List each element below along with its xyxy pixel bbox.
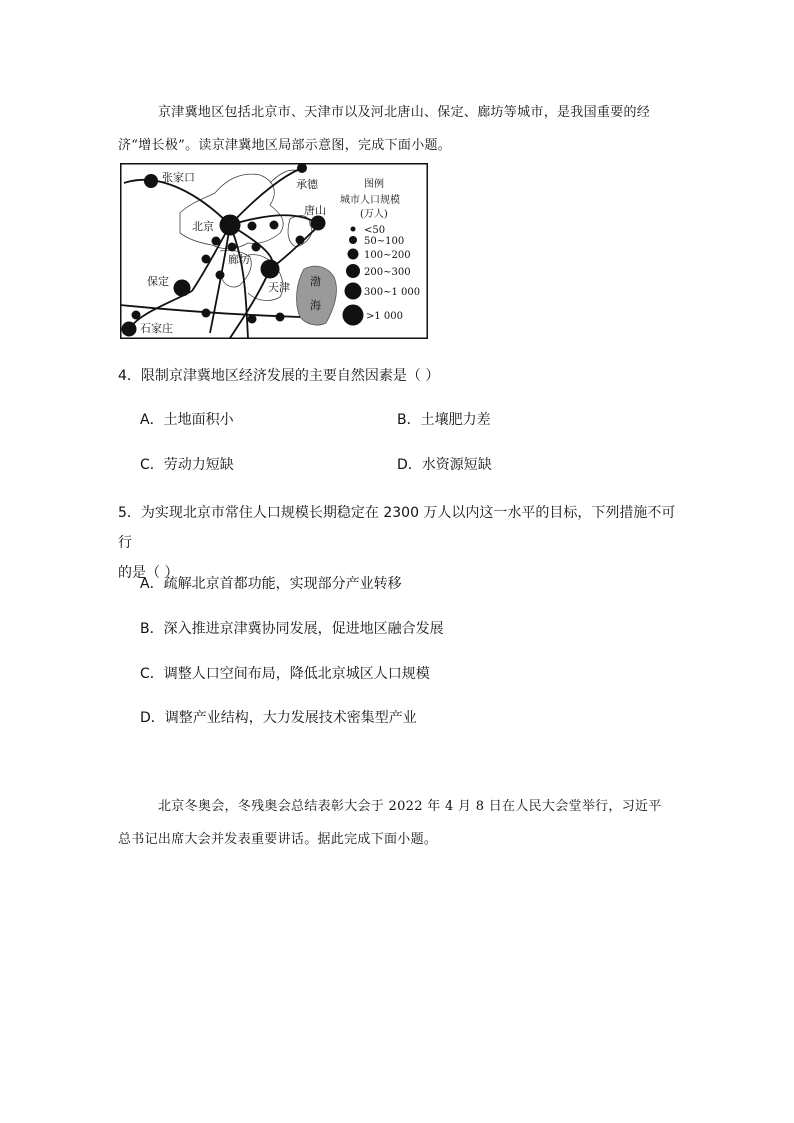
q4-option-a[interactable]: A．土地面积小 — [140, 412, 234, 428]
city-dot-small-3 — [296, 236, 305, 245]
q4-option-d[interactable]: D．水资源短缺 — [397, 457, 492, 473]
q5-option-c[interactable]: C．调整人口空间布局，降低北京城区人口规模 — [140, 666, 430, 682]
intro-paragraph-1 — [118, 96, 678, 162]
legend-symbol-1 — [351, 227, 356, 232]
q5-stem-line-1: 5．为实现北京市常住人口规模长期稳定在 2300 万人以内这一水平的目标，下列措施不可行 — [118, 505, 676, 551]
city-dot-small-8 — [216, 271, 225, 280]
label-sea-1: 渤 — [310, 275, 321, 288]
label-sea-2: 海 — [310, 299, 321, 312]
intro-1-line-1: 京津冀地区包括北京市、天津市以及河北唐山、保定、廊坊等城市，是我国重要的经 — [158, 105, 651, 120]
city-dot-baoding — [174, 280, 191, 297]
city-dot-small-5 — [228, 243, 237, 252]
label-shijiazhuang: 石家庄 — [140, 322, 173, 335]
city-dot-small-6 — [252, 243, 261, 252]
city-dot-small-4 — [212, 237, 221, 246]
intro-1-line-2: 济“增长极”。读京津冀地区局部示意图，完成下面小题。 — [118, 138, 452, 153]
legend-subtitle: 城市人口规模 — [340, 195, 400, 206]
legend-symbol-3 — [348, 249, 359, 260]
city-dot-tianjin — [261, 260, 280, 279]
label-beijing: 北京 — [192, 220, 214, 233]
intro-paragraph-2 — [118, 790, 678, 856]
city-dot-zhangjiakou — [144, 174, 158, 188]
city-dot-small-1 — [248, 222, 257, 231]
legend-symbol-4 — [346, 264, 360, 278]
question-4-stem: 4．限制京津冀地区经济发展的主要自然因素是（ ） — [118, 368, 440, 384]
intro-2-line-1: 北京冬奥会，冬残奥会总结表彰大会于 2022 年 4 月 8 日在人民大会堂举行，习近平 — [158, 799, 662, 814]
legend-title: 图例 — [364, 179, 384, 190]
legend-item-2: 50~100 — [364, 236, 405, 247]
q5-option-b[interactable]: B．深入推进京津冀协同发展，促进地区融合发展 — [140, 621, 444, 637]
label-langfang: 廊坊 — [228, 253, 250, 266]
city-dot-small-9 — [202, 309, 211, 318]
legend-item-1: <50 — [364, 225, 386, 236]
legend-symbol-6 — [343, 305, 364, 326]
label-chengde: 承德 — [296, 178, 318, 191]
city-dot-small-10 — [248, 315, 257, 324]
city-dot-small-2 — [270, 221, 279, 230]
city-dot-chengde — [297, 163, 307, 173]
city-dot-tangshan — [311, 216, 326, 231]
intro-2-line-2: 总书记出席大会并发表重要讲话。据此完成下面小题。 — [118, 832, 438, 847]
city-dot-small-11 — [276, 313, 285, 322]
q4-option-c[interactable]: C．劳动力短缺 — [140, 457, 234, 473]
legend-item-3: 100~200 — [364, 250, 411, 261]
q5-option-d[interactable]: D．调整产业结构，大力发展技术密集型产业 — [140, 710, 417, 726]
q5-option-a[interactable]: A．疏解北京首都功能，实现部分产业转移 — [140, 576, 402, 592]
jingjinji-map — [120, 163, 428, 339]
label-zhangjiakou: 张家口 — [162, 171, 195, 184]
legend-symbol-2 — [349, 236, 357, 244]
legend-unit: (万人) — [360, 209, 388, 220]
label-tangshan: 唐山 — [304, 204, 326, 217]
city-dot-beijing — [220, 215, 241, 236]
q5-stem-line-2: 的是（ ） — [118, 565, 179, 581]
legend-symbol-5 — [345, 283, 362, 300]
city-dot-small-12 — [132, 311, 141, 320]
city-dot-shijiazhuang — [122, 322, 137, 337]
legend-item-4: 200~300 — [364, 267, 411, 278]
legend-item-5: 300~1 000 — [364, 287, 421, 298]
legend-item-6: >1 000 — [366, 311, 404, 322]
city-dot-small-7 — [202, 255, 211, 264]
label-baoding: 保定 — [147, 275, 169, 288]
label-tianjin: 天津 — [268, 281, 290, 294]
q4-option-b[interactable]: B．土壤肥力差 — [397, 412, 491, 428]
